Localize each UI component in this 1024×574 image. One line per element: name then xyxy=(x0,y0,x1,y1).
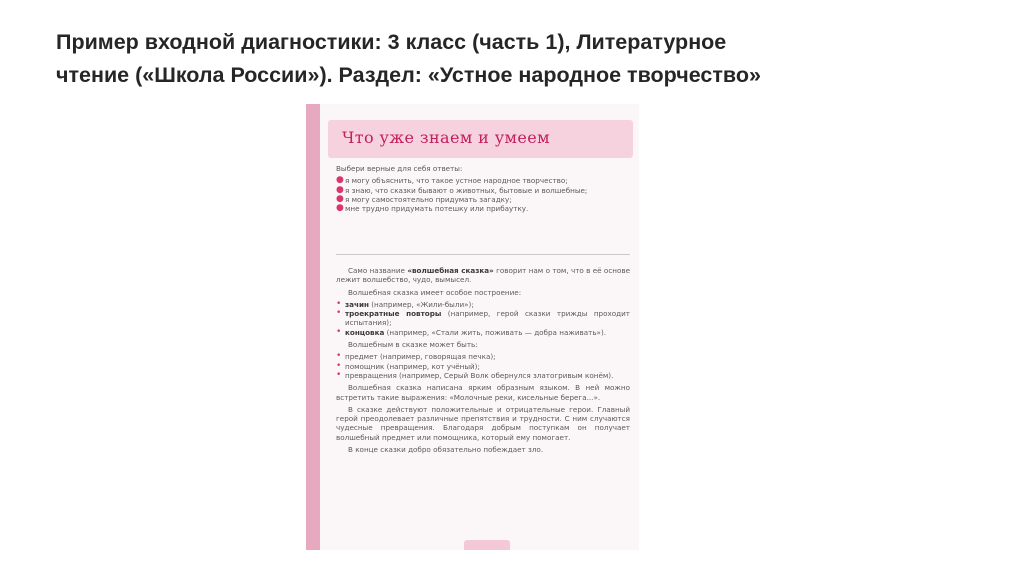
heroes-paragraph: В сказке действуют положительные и отрицательные герои. Главный герой преодолевает различные препятствия и трудности. С ним случаются чудесные превращения. Благодаря добрым поступкам он получает волшебный предмет или помощника, который ему помогает. xyxy=(336,404,630,442)
self-check-item: ● я знаю, что сказки бывают о животных, бытовые и волшебные; xyxy=(336,184,588,195)
section-divider xyxy=(336,254,630,255)
page-side-strip xyxy=(306,104,320,550)
bullet-icon: • xyxy=(336,298,342,309)
self-check-item: ● я могу самостоятельно придумать загадку; xyxy=(336,193,512,204)
bullet-icon: • xyxy=(336,360,342,371)
self-check-item: ● мне трудно придумать потешку или прибаутку. xyxy=(336,203,529,214)
intro-paragraph: Само название «волшебная сказка» говорит нам о том, что в её основе лежит волшебство, чудо, вымысел. xyxy=(336,266,631,285)
slide-title-line-2: чтение («Школа России»). Раздел: «Устное народное творчество» xyxy=(56,63,761,87)
page-number-tab xyxy=(464,540,510,550)
magic-item: • превращения (например, Серый Волк обернулся златогривым конём). xyxy=(336,369,614,380)
magic-title: Волшебным в сказке может быть: xyxy=(348,340,478,350)
bullet-icon: ● xyxy=(336,203,344,214)
slide-title-line-1: Пример входной диагностики: 3 класс (часть 1), Литературное xyxy=(56,30,727,54)
page-header-title: Что уже знаем и умеем xyxy=(342,128,550,147)
ending-paragraph: В конце сказки добро обязательно побеждает зло. xyxy=(348,445,544,455)
structure-item: • концовка (например, «Стали жить, поживать — добра наживать»). xyxy=(336,326,607,337)
bullet-icon: ● xyxy=(336,193,344,204)
self-check-section xyxy=(336,164,630,213)
structure-title: Волшебная сказка имеет особое построение: xyxy=(348,287,522,297)
instruction-text: Выбери верные для себя ответы: xyxy=(336,164,463,173)
bullet-icon: ● xyxy=(336,175,344,186)
textbook-page-image xyxy=(306,104,639,550)
bullet-icon: • xyxy=(336,308,342,319)
bullet-icon: • xyxy=(336,351,342,362)
theory-section xyxy=(336,266,630,457)
bullet-icon: ● xyxy=(336,184,344,195)
bullet-icon: • xyxy=(336,369,342,380)
language-paragraph: Волшебная сказка написана ярким образным языком. В ней можно встретить такие выражения: «Молочные реки, кисельные берега...». xyxy=(336,383,630,402)
magic-item: • предмет (например, говорящая печка); xyxy=(336,351,496,362)
page-header-banner xyxy=(328,120,633,158)
structure-item: • зачин (например, «Жили-были»); xyxy=(336,298,474,309)
slide-title xyxy=(56,26,956,92)
magic-item: • помощник (например, кот учёный); xyxy=(336,360,480,371)
structure-item: • троекратные повторы (например, герой сказки трижды проходит испытания); xyxy=(336,308,630,328)
bullet-icon: • xyxy=(336,326,342,337)
self-check-item: ● я могу объяснить, что такое устное народное творчество; xyxy=(336,175,568,186)
